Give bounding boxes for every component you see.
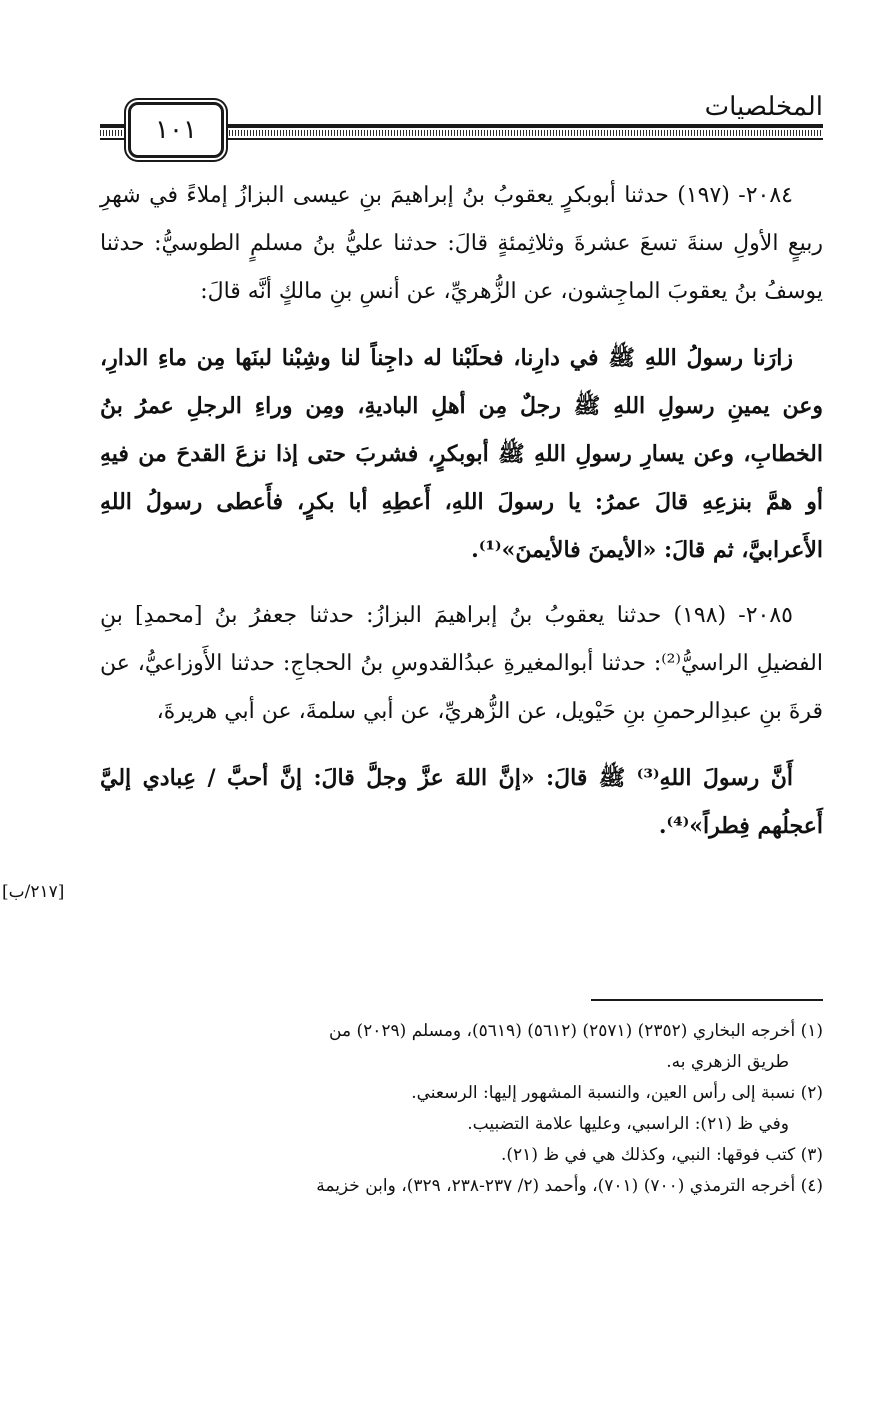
footnote-1-continued: طريق الزهري به. (666, 1052, 789, 1072)
hadith-2084-isnad: ٢٠٨٤- (١٩٧) حدثنا أبوبكرٍ يعقوبُ بنُ إبراهيمَ بنِ عيسى البزازُ إملاءً في شهرِ ربيعٍ الأولِ سنةَ تسعَ عشرةَ وثلاثِمئةٍ قالَ: حدثنا عليُّ بنُ مسلمٍ الطوسيُّ: حدثنا يوسفُ بنُ يعقوبَ الماجِشون، عن الزُّهريِّ، عن أنسِ بنِ مالكٍ أنَّه قالَ: (100, 183, 823, 304)
running-header-title: المخلصيات (704, 92, 823, 122)
page-number-box (128, 102, 224, 158)
footnote-1: (١) أخرجه البخاري (٢٣٥٢) (٢٥٧١) (٥٦١٢) (٥٦١٩)، ومسلم (٢٠٢٩) من (329, 1021, 823, 1041)
hadith-2085-matn: أَنَّ رسولَ اللهِ⁽³⁾ ﷺ قالَ: «إنَّ اللهَ عزَّ وجلَّ قالَ: إنَّ أحبَّ / عِبادي إليَّ أَعجلُهم فِطراً»⁽⁴⁾. (100, 765, 823, 839)
hadith-2084-matn: زارَنا رسولُ اللهِ ﷺ في دارِنا، فحلَبْنا له داجِناً لنا وشِبْنا لبنَها مِن ماءِ الدارِ، وعن يمينِ رسولِ اللهِ ﷺ رجلٌ مِن أهلِ الباديةِ، ومِن وراءِ الرجلِ عمرُ بنُ الخطابِ، وعن يسارِ رسولِ اللهِ ﷺ أبوبكرٍ، فشربَ حتى إذا نزعَ القدحَ من فيهِ أو همَّ بنزعِهِ قالَ عمرُ: يا رسولَ اللهِ، أَعطِهِ أبا بكرٍ، فأَعطى رسولُ اللهِ الأَعرابيَّ، ثم قالَ: «الأيمنَ فالأيمنَ»⁽¹⁾. (100, 345, 823, 563)
footnote-separator (591, 999, 823, 1001)
main-text (100, 172, 823, 850)
footnote-4: (٤) أخرجه الترمذي (٧٠٠) (٧٠١)، وأحمد (٢/ ٢٣٧-٢٣٨، ٣٢٩)، وابن خزيمة (316, 1176, 823, 1196)
hadith-2085-isnad: ٢٠٨٥- (١٩٨) حدثنا يعقوبُ بنُ إبراهيمَ البزازُ: حدثنا جعفرُ بنُ [محمدِ] بنِ الفضيلِ الراسيُّ⁽²⁾: حدثنا أبوالمغيرةِ عبدُالقدوسِ بنُ الحجاجِ: حدثنا الأَوزاعيُّ، عن قرةَ بنِ عبدِالرحمنِ بنِ حَيْويل، عن الزُّهريِّ، عن أبي سلمةَ، عن أبي هريرةَ، (100, 603, 823, 724)
page-number: ١٠١ (155, 115, 197, 145)
footnotes (100, 1016, 823, 1202)
footnote-2: (٢) نسبة إلى رأس العين، والنسبة المشهور إليها: الرسعني. (411, 1083, 823, 1103)
footnote-3: (٣) كتب فوقها: النبي، وكذلك هي في ظ (٢١). (501, 1145, 823, 1165)
manuscript-folio-note: [٢١٧/ب] (2, 882, 65, 902)
footnote-2-continued: وفي ظ (٢١): الراسبي، وعليها علامة التضبيب. (467, 1114, 789, 1134)
